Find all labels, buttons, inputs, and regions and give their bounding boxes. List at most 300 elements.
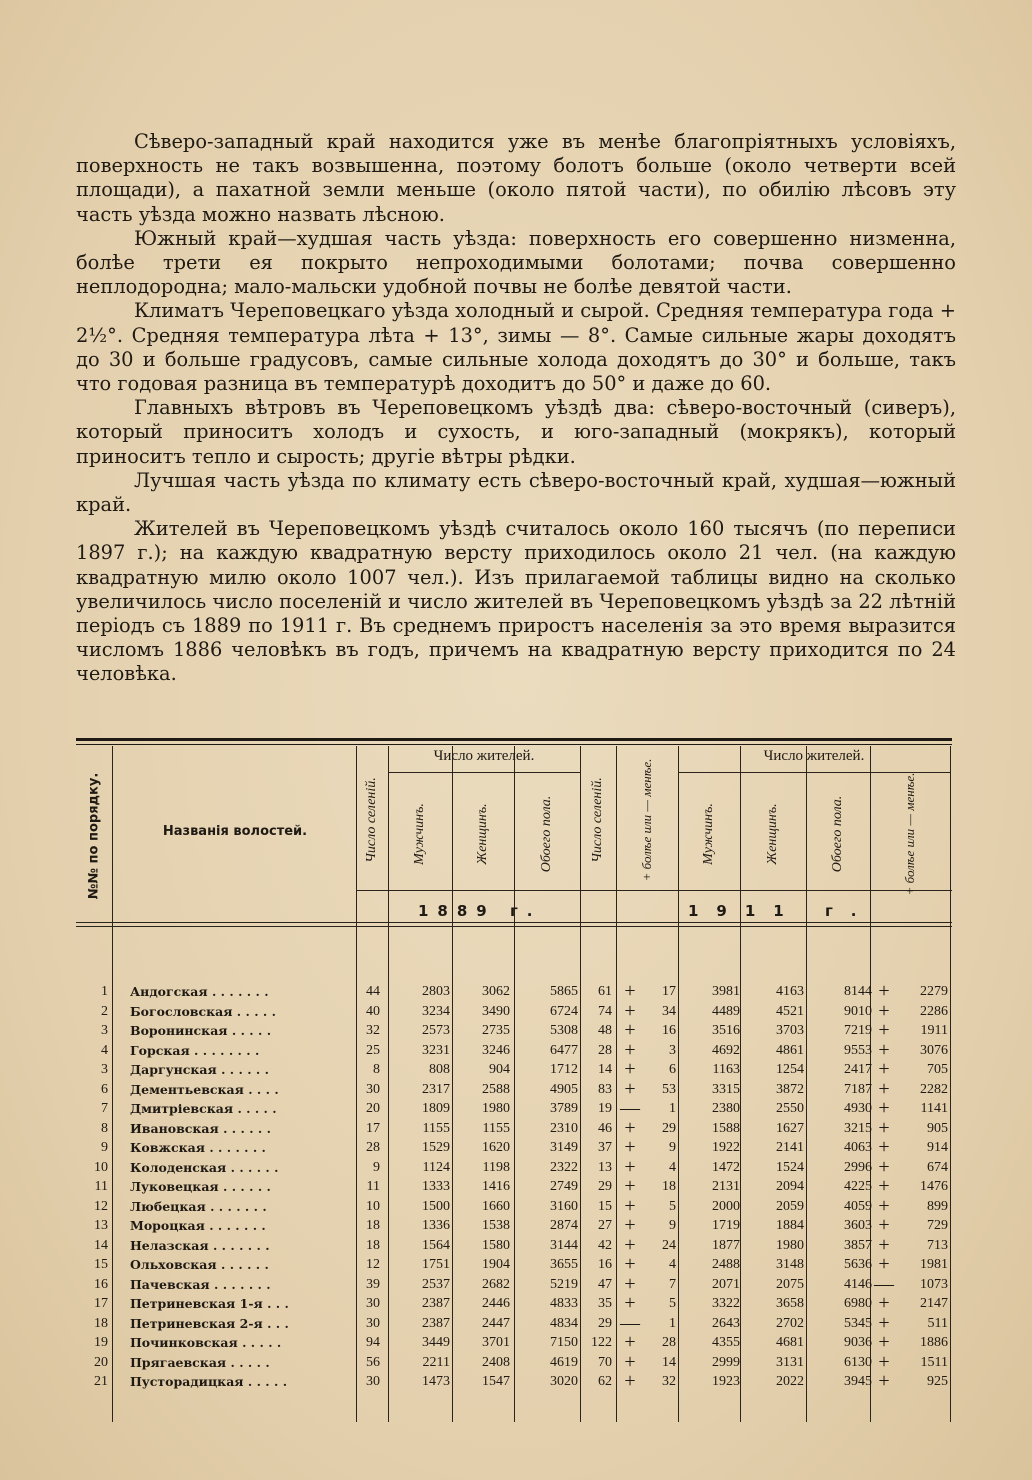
settlements-1889: 25 <box>366 1042 380 1058</box>
residents-diff-sign: + <box>878 1058 890 1080</box>
header-men-1911: Мужчинъ. <box>701 803 716 865</box>
residents-diff-sign: + <box>878 1116 890 1139</box>
men-1911: 2380 <box>712 1101 740 1116</box>
men-1889: 3234 <box>422 1003 450 1019</box>
header-diff-settlements: + болѣе или — менѣе. <box>639 758 654 882</box>
settlements-1889: 18 <box>366 1218 380 1233</box>
table-row <box>76 1060 952 1080</box>
settlements-1911: 27 <box>598 1218 612 1233</box>
men-1889: 2387 <box>422 1315 450 1331</box>
women-1889: 2446 <box>482 1296 510 1311</box>
settlements-1911: 74 <box>598 1003 612 1019</box>
men-1889: 2573 <box>422 1023 450 1038</box>
row-number: 16 <box>94 1276 108 1292</box>
header-settlements-1889: Число селеній. <box>364 777 379 863</box>
settlements-1889: 30 <box>366 1374 380 1389</box>
settlements-diff-sign: + <box>624 1331 636 1353</box>
women-1889: 3701 <box>482 1335 510 1350</box>
row-number: 13 <box>94 1218 108 1233</box>
row-number: 17 <box>94 1296 108 1311</box>
women-1911: 4681 <box>776 1335 804 1350</box>
header-number: №№ по порядку. <box>86 772 102 900</box>
row-number: 20 <box>94 1354 108 1370</box>
table-row <box>76 1233 952 1256</box>
settlements-diff-sign: + <box>624 999 636 1022</box>
settlements-diff: 53 <box>662 1081 676 1097</box>
row-number: 14 <box>94 1237 108 1253</box>
settlements-1889: 32 <box>366 1023 380 1038</box>
men-1889: 3449 <box>422 1335 450 1350</box>
row-name: Даргунская . . . . . . <box>130 1062 269 1077</box>
residents-diff-sign: + <box>878 1370 890 1392</box>
both-1889: 1712 <box>550 1062 578 1077</box>
both-1911: 3945 <box>844 1374 872 1389</box>
both-1889: 5865 <box>550 984 578 999</box>
settlements-diff-sign: + <box>624 1233 636 1256</box>
row-number: 8 <box>101 1120 108 1136</box>
table-row <box>76 1350 952 1373</box>
both-1911: 5345 <box>844 1315 872 1331</box>
header-both-1889: Обоего пола. <box>539 795 554 873</box>
both-1889: 3144 <box>550 1237 578 1253</box>
table-row <box>76 1294 952 1314</box>
men-1889: 2537 <box>422 1276 450 1292</box>
men-1911: 1719 <box>712 1218 740 1233</box>
men-1889: 1809 <box>422 1101 450 1116</box>
men-1889: 1155 <box>422 1120 450 1136</box>
header-both-1911: Обоего пола. <box>830 795 845 873</box>
men-1889: 2211 <box>422 1354 450 1370</box>
table-row <box>76 1194 952 1217</box>
women-1889: 1980 <box>482 1101 510 1116</box>
men-1889: 2387 <box>422 1296 450 1311</box>
row-number: 3 <box>101 1062 108 1077</box>
row-number: 15 <box>94 1257 108 1272</box>
settlements-1911: 28 <box>598 1042 612 1058</box>
women-1911: 1254 <box>776 1062 804 1077</box>
settlements-1889: 39 <box>366 1276 380 1292</box>
both-1889: 3020 <box>550 1374 578 1389</box>
women-1889: 1416 <box>482 1179 510 1194</box>
residents-diff: 511 <box>927 1315 948 1331</box>
men-1911: 1588 <box>712 1120 740 1136</box>
women-1911: 2141 <box>776 1140 804 1155</box>
settlements-diff: 1 <box>669 1101 676 1116</box>
settlements-diff-sign: + <box>624 1058 636 1080</box>
residents-diff: 2286 <box>920 1003 948 1019</box>
both-1889: 5219 <box>550 1276 578 1292</box>
both-1889: 4834 <box>550 1315 578 1331</box>
settlements-1889: 8 <box>373 1062 380 1077</box>
settlements-1889: 17 <box>366 1120 380 1136</box>
both-1889: 7150 <box>550 1335 578 1350</box>
residents-diff: 925 <box>927 1374 948 1389</box>
paragraph-climate: Климатъ Череповецкаго уѣзда холодный и сырой. Средняя температура года + 2½°. Средняя температура лѣта + 13°, зимы — 8°. Самые сильные жары доходятъ до 30 и больше градусовъ, самые сильные холода доходятъ до 30° и больше, такъ что годовая разница въ температурѣ доходитъ до 50° и даже до 60. <box>76 299 956 396</box>
paragraph-south: Южный край—худшая часть уѣзда: поверхность его совершенно низменна, болѣе трети ея покрыто непроходимыми болотами; почва совершенно неплодородна; мало-мальски удобной почвы не болѣе девятой части. <box>76 226 956 299</box>
women-1889: 1660 <box>482 1198 510 1214</box>
row-name: Богословская . . . . . <box>130 1003 276 1019</box>
settlements-1889: 10 <box>366 1198 380 1214</box>
women-1889: 2447 <box>482 1315 510 1331</box>
residents-diff: 2282 <box>920 1081 948 1097</box>
settlements-1911: 14 <box>598 1062 612 1077</box>
table-row <box>76 1255 952 1275</box>
men-1889: 1529 <box>422 1140 450 1155</box>
table-row <box>76 1272 952 1295</box>
residents-diff-sign: + <box>878 980 890 1002</box>
row-number: 21 <box>94 1374 108 1389</box>
women-1911: 3148 <box>776 1257 804 1272</box>
settlements-1911: 46 <box>598 1120 612 1136</box>
residents-diff: 1073 <box>920 1276 948 1292</box>
row-name: Прягаевская . . . . . <box>130 1354 270 1370</box>
table-row <box>76 1333 952 1353</box>
settlements-1889: 18 <box>366 1237 380 1253</box>
residents-diff-sign: + <box>878 1077 890 1100</box>
settlements-1889: 56 <box>366 1354 380 1370</box>
settlements-1911: 19 <box>598 1101 612 1116</box>
women-1911: 2094 <box>776 1179 804 1194</box>
table-row <box>76 982 952 1002</box>
residents-diff-sign: + <box>878 1136 890 1158</box>
settlements-1889: 30 <box>366 1315 380 1331</box>
row-name: Ковжская . . . . . . . <box>130 1140 266 1155</box>
both-1889: 3655 <box>550 1257 578 1272</box>
residents-diff-sign: + <box>878 1350 890 1373</box>
row-number: 10 <box>94 1159 108 1175</box>
men-1911: 3516 <box>712 1023 740 1038</box>
row-name: Мороцкая . . . . . . . <box>130 1218 266 1233</box>
settlements-diff: 6 <box>669 1062 676 1077</box>
row-number: 11 <box>94 1179 108 1194</box>
residents-diff: 1511 <box>920 1354 948 1370</box>
row-name: Воронинская . . . . . <box>130 1023 272 1038</box>
row-name: Андогская . . . . . . . <box>130 984 269 999</box>
both-1911: 3215 <box>844 1120 872 1136</box>
both-1911: 9553 <box>844 1042 872 1058</box>
settlements-diff-sign: + <box>624 1292 636 1314</box>
both-1889: 3160 <box>550 1198 578 1214</box>
row-name: Дементьевская . . . . <box>130 1081 279 1097</box>
women-1889: 1198 <box>482 1159 510 1175</box>
row-number: 4 <box>101 1042 108 1058</box>
women-1889: 3246 <box>482 1042 510 1058</box>
settlements-diff: 18 <box>662 1179 676 1194</box>
row-name: Луковецкая . . . . . . <box>130 1179 271 1194</box>
men-1911: 2131 <box>712 1179 740 1194</box>
residents-diff-sign: + <box>878 1233 890 1256</box>
both-1911: 4225 <box>844 1179 872 1194</box>
both-1911: 7219 <box>844 1023 872 1038</box>
settlements-diff-sign: + <box>624 980 636 1002</box>
row-name: Дмитріевская . . . . . <box>130 1101 277 1116</box>
year-1889: 1889 г. <box>418 902 542 920</box>
settlements-1889: 94 <box>366 1335 380 1350</box>
table-body <box>76 982 952 1392</box>
residents-diff: 1911 <box>920 1023 948 1038</box>
both-1889: 2874 <box>550 1218 578 1233</box>
residents-diff-sign: + <box>878 1214 890 1236</box>
year-row-top-rule <box>356 890 952 891</box>
both-1889: 4619 <box>550 1354 578 1370</box>
table-row <box>76 1216 952 1236</box>
settlements-diff: 4 <box>669 1159 676 1175</box>
settlements-1889: 40 <box>366 1003 380 1019</box>
settlements-diff: 17 <box>662 984 676 999</box>
settlements-diff-sign: + <box>624 1019 636 1041</box>
men-1889: 1336 <box>422 1218 450 1233</box>
settlements-1889: 11 <box>366 1179 380 1194</box>
header-diff-residents: + болѣе или — менѣе. <box>902 772 917 896</box>
residents-diff: 729 <box>927 1218 948 1233</box>
residents-diff-sign: + <box>878 1253 890 1275</box>
residents-diff-sign: + <box>878 1038 890 1061</box>
men-1911: 4489 <box>712 1003 740 1019</box>
table-row <box>76 1038 952 1061</box>
settlements-1911: 83 <box>598 1081 612 1097</box>
table-row <box>76 999 952 1022</box>
women-1889: 3490 <box>482 1003 510 1019</box>
year-1911: 1911 г. <box>688 902 875 920</box>
settlements-diff-sign: + <box>624 1272 636 1295</box>
row-name: Починковская . . . . . <box>130 1335 282 1350</box>
women-1889: 1620 <box>482 1140 510 1155</box>
header-bottom-rule-2 <box>76 926 952 927</box>
residents-diff: 705 <box>927 1062 948 1077</box>
women-1889: 2588 <box>482 1081 510 1097</box>
both-1911: 9010 <box>844 1003 872 1019</box>
residents-diff: 899 <box>927 1198 948 1214</box>
both-1911: 4059 <box>844 1198 872 1214</box>
settlements-diff: 5 <box>669 1198 676 1214</box>
both-1911: 2417 <box>844 1062 872 1077</box>
residents-diff: 2279 <box>920 984 948 999</box>
men-1911: 2000 <box>712 1198 740 1214</box>
women-1911: 4521 <box>776 1003 804 1019</box>
men-1911: 1923 <box>712 1374 740 1389</box>
residents-diff: 1141 <box>920 1101 948 1116</box>
women-1911: 1627 <box>776 1120 804 1136</box>
women-1911: 1980 <box>776 1237 804 1253</box>
women-1889: 1155 <box>482 1120 510 1136</box>
men-1889: 1124 <box>422 1159 450 1175</box>
women-1889: 3062 <box>482 984 510 999</box>
residents-diff: 674 <box>927 1159 948 1175</box>
men-1911: 1877 <box>712 1237 740 1253</box>
residents-diff-sign: + <box>878 1292 890 1314</box>
settlements-diff: 34 <box>662 1003 676 1019</box>
settlements-1911: 48 <box>598 1023 612 1038</box>
both-1889: 4905 <box>550 1081 578 1097</box>
men-1889: 1500 <box>422 1198 450 1214</box>
men-1889: 2317 <box>422 1081 450 1097</box>
settlements-diff-sign: + <box>624 1038 636 1061</box>
row-number: 7 <box>101 1101 108 1116</box>
settlements-1889: 30 <box>366 1296 380 1311</box>
row-name: Пусторадицкая . . . . . <box>130 1374 288 1389</box>
both-1889: 2310 <box>550 1120 578 1136</box>
women-1911: 2550 <box>776 1101 804 1116</box>
settlements-1911: 16 <box>598 1257 612 1272</box>
row-name: Петриневская 1-я . . . <box>130 1296 289 1311</box>
residents-diff-sign: + <box>878 1097 890 1119</box>
men-1889: 1473 <box>422 1374 450 1389</box>
men-1911: 4355 <box>712 1335 740 1350</box>
women-1889: 2408 <box>482 1354 510 1370</box>
paragraph-best-region: Лучшая часть уѣзда по климату есть сѣверо-восточный край, худшая—южный край. <box>76 468 956 517</box>
women-1911: 3703 <box>776 1023 804 1038</box>
settlements-1911: 61 <box>598 984 612 999</box>
women-1911: 2702 <box>776 1315 804 1331</box>
paragraph-population: Жителей въ Череповецкомъ уѣздѣ считалось около 160 тысячъ (по переписи 1897 г.); на каждую квадратную версту приходилось около 21 чел. (на каждую квадратную милю около 1007 чел.). Изъ прилагаемой таблицы видно на сколько увеличилось число поселеній и число жителей въ Череповецкомъ уѣздѣ за 22 лѣтній періодъ съ 1889 по 1911 г. Въ среднемъ приростъ населенія за это время выразится числомъ 1886 человѣкъ въ годъ, причемъ на квадратную версту приходится по 24 человѣка. <box>76 517 956 686</box>
men-1911: 1922 <box>712 1140 740 1155</box>
settlements-1911: 62 <box>598 1374 612 1389</box>
men-1889: 1751 <box>422 1257 450 1272</box>
header-women-1911: Женщинъ. <box>765 803 780 865</box>
both-1911: 4146 <box>844 1276 872 1292</box>
row-number: 9 <box>101 1140 108 1155</box>
residents-diff: 2147 <box>920 1296 948 1311</box>
residents-diff: 1886 <box>920 1335 948 1350</box>
residents-diff-sign: + <box>878 1331 890 1353</box>
settlements-diff-sign: + <box>624 1175 636 1197</box>
paragraph-winds: Главныхъ вѣтровъ въ Череповецкомъ уѣздѣ два: сѣверо-восточный (сиверъ), который приноситъ холодъ и сухость, и юго-западный (мокрякъ), который приноситъ тепло и сырость; другіе вѣтры рѣдки. <box>76 396 956 468</box>
table-top-rule <box>76 738 952 741</box>
settlements-diff: 14 <box>662 1354 676 1370</box>
settlements-diff-sign: + <box>624 1136 636 1158</box>
men-1889: 3231 <box>422 1042 450 1058</box>
settlements-1911: 35 <box>598 1296 612 1311</box>
row-name: Любецкая . . . . . . . <box>130 1198 267 1214</box>
row-name: Колоденская . . . . . . <box>130 1159 279 1175</box>
settlements-1889: 20 <box>366 1101 380 1116</box>
settlements-1889: 30 <box>366 1081 380 1097</box>
row-name: Ольховская . . . . . . <box>130 1257 269 1272</box>
men-1911: 2643 <box>712 1315 740 1331</box>
women-1911: 3872 <box>776 1081 804 1097</box>
header-women-1889: Женщинъ. <box>475 803 490 865</box>
row-number: 2 <box>101 1003 108 1019</box>
men-1889: 1333 <box>422 1179 450 1194</box>
both-1889: 6477 <box>550 1042 578 1058</box>
row-name: Петриневская 2-я . . . <box>130 1315 289 1331</box>
settlements-diff: 3 <box>669 1042 676 1058</box>
settlements-diff-sign: + <box>624 1116 636 1139</box>
men-1889: 2803 <box>422 984 450 999</box>
residents-diff: 713 <box>927 1237 948 1253</box>
women-1889: 1547 <box>482 1374 510 1389</box>
residents-diff-sign: + <box>878 1175 890 1197</box>
women-1911: 2059 <box>776 1198 804 1214</box>
header-names: Названія волостей. <box>162 824 308 839</box>
residents-diff-sign: + <box>878 999 890 1022</box>
table-row <box>76 1077 952 1100</box>
both-1889: 3149 <box>550 1140 578 1155</box>
row-number: 6 <box>101 1081 108 1097</box>
both-1911: 9036 <box>844 1335 872 1350</box>
both-1911: 3857 <box>844 1237 872 1253</box>
men-1911: 2071 <box>712 1276 740 1292</box>
row-name: Нелазская . . . . . . . <box>130 1237 270 1253</box>
both-1911: 4063 <box>844 1140 872 1155</box>
settlements-diff: 7 <box>669 1276 676 1292</box>
settlements-diff-sign: — <box>620 1097 640 1119</box>
settlements-diff-sign: + <box>624 1253 636 1275</box>
settlements-diff: 28 <box>662 1335 676 1350</box>
women-1911: 2022 <box>776 1374 804 1389</box>
settlements-1911: 37 <box>598 1140 612 1155</box>
row-name: Горская . . . . . . . . <box>130 1042 260 1058</box>
residents-diff: 905 <box>927 1120 948 1136</box>
settlements-diff-sign: — <box>620 1311 640 1334</box>
both-1889: 5308 <box>550 1023 578 1038</box>
settlements-diff: 29 <box>662 1120 676 1136</box>
residents-diff-sign: + <box>878 1311 890 1334</box>
women-1911: 4861 <box>776 1042 804 1058</box>
settlements-diff-sign: + <box>624 1214 636 1236</box>
header-men-1889: Мужчинъ. <box>412 803 427 865</box>
row-number: 12 <box>94 1198 108 1214</box>
settlements-1889: 28 <box>366 1140 380 1155</box>
settlements-1911: 122 <box>591 1335 612 1350</box>
settlements-diff-sign: + <box>624 1194 636 1217</box>
residents-diff-sign: + <box>878 1019 890 1041</box>
settlements-diff: 9 <box>669 1140 676 1155</box>
women-1911: 4163 <box>776 984 804 999</box>
men-1911: 3322 <box>712 1296 740 1311</box>
men-1911: 3315 <box>712 1081 740 1097</box>
women-1889: 904 <box>489 1062 510 1077</box>
residents-diff: 1476 <box>920 1179 948 1194</box>
table-row <box>76 1116 952 1139</box>
both-1889: 6724 <box>550 1003 578 1019</box>
men-1889: 808 <box>429 1062 450 1077</box>
header-residents-1889: Число жителей. <box>433 748 535 764</box>
both-1889: 2749 <box>550 1179 578 1194</box>
women-1911: 1524 <box>776 1159 804 1175</box>
both-1911: 7187 <box>844 1081 872 1097</box>
residents-diff-sign: — <box>874 1272 894 1295</box>
settlements-diff: 5 <box>669 1296 676 1311</box>
table-row <box>76 1099 952 1119</box>
table-row <box>76 1372 952 1392</box>
women-1911: 1884 <box>776 1218 804 1233</box>
women-1911: 2075 <box>776 1276 804 1292</box>
women-1889: 2735 <box>482 1023 510 1038</box>
men-1889: 1564 <box>422 1237 450 1253</box>
both-1889: 4833 <box>550 1296 578 1311</box>
both-1911: 8144 <box>844 984 872 999</box>
women-1889: 1904 <box>482 1257 510 1272</box>
residents-diff: 1981 <box>920 1257 948 1272</box>
settlements-diff: 16 <box>662 1023 676 1038</box>
men-1911: 1163 <box>712 1062 740 1077</box>
women-1889: 1538 <box>482 1218 510 1233</box>
both-1911: 4930 <box>844 1101 872 1116</box>
residents-diff: 3076 <box>920 1042 948 1058</box>
row-number: 3 <box>101 1023 108 1038</box>
residents-diff-sign: + <box>878 1155 890 1178</box>
settlements-diff: 1 <box>669 1315 676 1331</box>
both-1911: 3603 <box>844 1218 872 1233</box>
header-bottom-rule <box>76 922 952 923</box>
population-table <box>76 738 952 1422</box>
settlements-1889: 9 <box>373 1159 380 1175</box>
settlements-diff-sign: + <box>624 1370 636 1392</box>
settlements-1911: 13 <box>598 1159 612 1175</box>
settlements-diff-sign: + <box>624 1077 636 1100</box>
settlements-diff-sign: + <box>624 1350 636 1373</box>
